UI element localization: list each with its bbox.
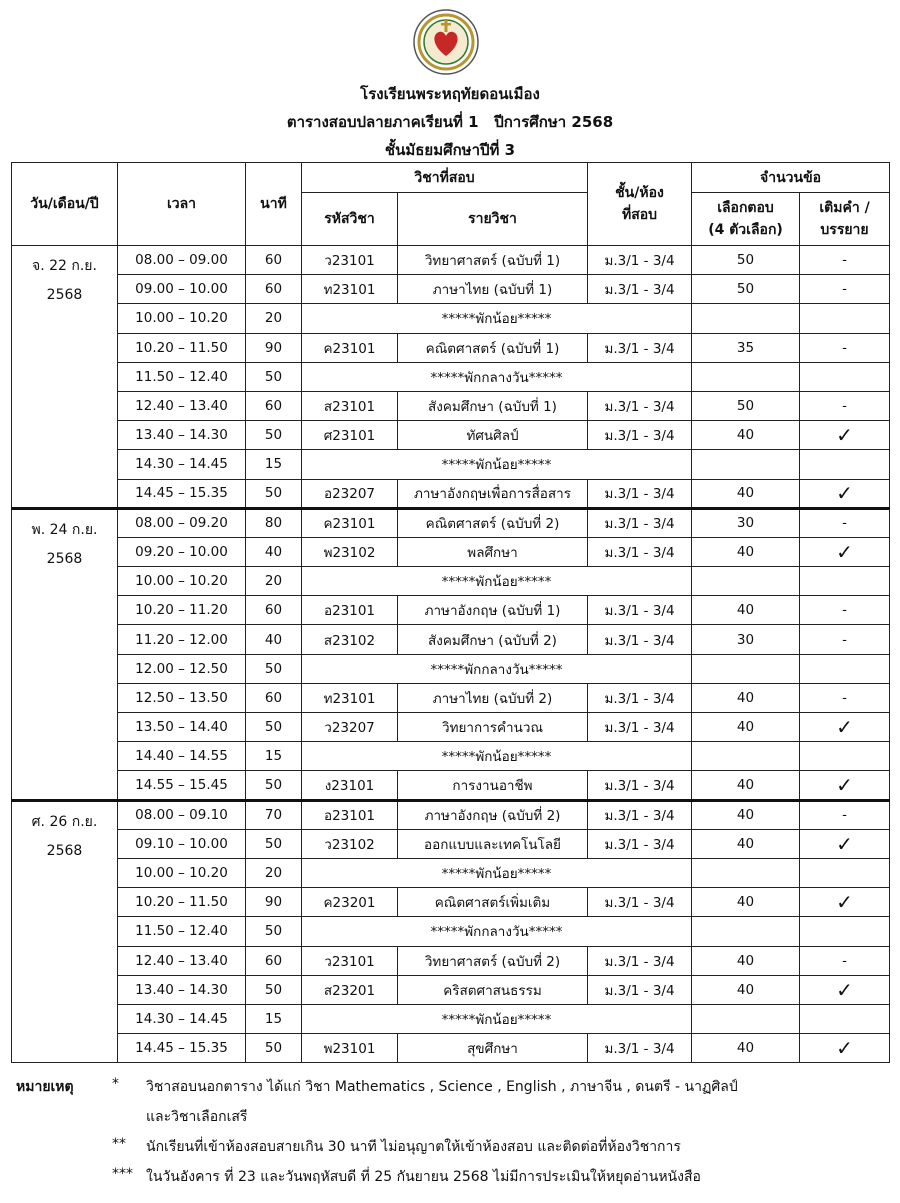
time-cell: 13.40 – 14.30 <box>118 421 246 450</box>
break-cell: *****พักน้อย***** <box>302 742 692 771</box>
room-cell: ม.3/1 - 3/4 <box>588 800 692 829</box>
room-cell: ม.3/1 - 3/4 <box>588 508 692 537</box>
room-cell: ม.3/1 - 3/4 <box>588 683 692 712</box>
subject-name-cell: พลศึกษา <box>398 537 588 566</box>
time-cell: 11.20 – 12.00 <box>118 625 246 654</box>
subject-name-cell: ออกแบบและเทคโนโลยี <box>398 829 588 858</box>
written-cell: ✓ <box>800 537 890 566</box>
exam-row <box>12 771 890 800</box>
subject-name-cell: คณิตศาสตร์ (ฉบับที่ 2) <box>398 508 588 537</box>
room-cell: ม.3/1 - 3/4 <box>588 391 692 420</box>
exam-row <box>12 888 890 917</box>
grade-level: ชั้นมัธยมศึกษาปีที่ 3 <box>384 141 516 159</box>
time-cell: 08.00 – 09.00 <box>118 246 246 275</box>
empty-cell <box>692 654 800 683</box>
time-cell: 08.00 – 09.20 <box>118 508 246 537</box>
room-cell: ม.3/1 - 3/4 <box>588 771 692 800</box>
minutes-cell: 20 <box>246 858 302 887</box>
school-name: โรงเรียนพระหฤทัยดอนเมือง <box>360 85 540 103</box>
time-cell: 09.10 – 10.00 <box>118 829 246 858</box>
minutes-cell: 50 <box>246 713 302 742</box>
time-cell: 10.20 – 11.50 <box>118 888 246 917</box>
subject-name-cell: วิทยาศาสตร์ (ฉบับที่ 1) <box>398 246 588 275</box>
empty-cell <box>692 567 800 596</box>
room-cell: ม.3/1 - 3/4 <box>588 275 692 304</box>
mc-count-cell: 30 <box>692 508 800 537</box>
note-text: นักเรียนที่เข้าห้องสอบสายเกิน 30 นาที ไม่อนุญาตให้เข้าห้องสอบ และติดต่อที่ห้องวิชาการ <box>146 1139 681 1155</box>
empty-cell <box>692 742 800 771</box>
subject-name-cell: คริสตศาสนธรรม <box>398 975 588 1004</box>
day-cell: จ. 22 ก.ย. 2568 <box>12 246 118 509</box>
subject-name-cell: สุขศึกษา <box>398 1034 588 1063</box>
written-cell: ✓ <box>800 479 890 508</box>
break-row <box>12 917 890 946</box>
time-cell: 09.00 – 10.00 <box>118 275 246 304</box>
written-cell: - <box>800 800 890 829</box>
minutes-cell: 50 <box>246 1034 302 1063</box>
subject-code-cell: ว23207 <box>302 713 398 742</box>
subject-name-cell: วิทยาศาสตร์ (ฉบับที่ 2) <box>398 946 588 975</box>
minutes-cell: 60 <box>246 391 302 420</box>
notes-section <box>16 1076 896 1196</box>
note-text: และวิชาเลือกเสรี <box>146 1109 248 1125</box>
minutes-cell: 50 <box>246 771 302 800</box>
header-subject-group: วิชาที่สอบ <box>302 163 588 193</box>
break-cell: *****พักน้อย***** <box>302 450 692 479</box>
minutes-cell: 80 <box>246 508 302 537</box>
time-cell: 11.50 – 12.40 <box>118 362 246 391</box>
subject-code-cell: พ23101 <box>302 1034 398 1063</box>
notes-label: หมายเหตุ <box>16 1079 74 1095</box>
empty-cell <box>800 362 890 391</box>
mc-count-cell: 40 <box>692 713 800 742</box>
written-cell: - <box>800 946 890 975</box>
time-cell: 10.00 – 10.20 <box>118 567 246 596</box>
time-cell: 10.20 – 11.50 <box>118 333 246 362</box>
break-row <box>12 362 890 391</box>
break-row <box>12 654 890 683</box>
subject-code-cell: ว23101 <box>302 246 398 275</box>
header-mc: เลือกตอบ (4 ตัวเลือก) <box>692 193 800 246</box>
break-row <box>12 742 890 771</box>
time-cell: 12.40 – 13.40 <box>118 946 246 975</box>
subject-name-cell: คณิตศาสตร์เพิ่มเติม <box>398 888 588 917</box>
room-cell: ม.3/1 - 3/4 <box>588 946 692 975</box>
written-cell: - <box>800 683 890 712</box>
minutes-cell: 15 <box>246 450 302 479</box>
exam-row <box>12 537 890 566</box>
empty-cell <box>692 858 800 887</box>
exam-schedule-table <box>11 162 890 1063</box>
time-cell: 13.40 – 14.30 <box>118 975 246 1004</box>
time-cell: 13.50 – 14.40 <box>118 713 246 742</box>
minutes-cell: 50 <box>246 421 302 450</box>
header-minutes: นาที <box>246 163 302 246</box>
exam-row <box>12 391 890 420</box>
room-cell: ม.3/1 - 3/4 <box>588 1034 692 1063</box>
mc-count-cell: 40 <box>692 946 800 975</box>
written-cell: - <box>800 391 890 420</box>
subject-code-cell: ค23201 <box>302 888 398 917</box>
mc-count-cell: 40 <box>692 771 800 800</box>
subject-name-cell: คณิตศาสตร์ (ฉบับที่ 1) <box>398 333 588 362</box>
written-cell: - <box>800 333 890 362</box>
note-text: ในวันอังคาร ที่ 23 และวันพฤหัสบดี ที่ 25 กันยายน 2568 ไม่มีการประเมินให้หยุดอ่านหนังสือ <box>146 1169 701 1185</box>
mc-count-cell: 40 <box>692 421 800 450</box>
mc-count-cell: 40 <box>692 829 800 858</box>
room-cell: ม.3/1 - 3/4 <box>588 333 692 362</box>
empty-cell <box>692 450 800 479</box>
minutes-cell: 40 <box>246 625 302 654</box>
minutes-cell: 60 <box>246 275 302 304</box>
room-cell: ม.3/1 - 3/4 <box>588 421 692 450</box>
exam-row <box>12 625 890 654</box>
time-cell: 12.50 – 13.50 <box>118 683 246 712</box>
time-cell: 14.45 – 15.35 <box>118 1034 246 1063</box>
minutes-cell: 90 <box>246 888 302 917</box>
empty-cell <box>692 362 800 391</box>
subject-name-cell: การงานอาชีพ <box>398 771 588 800</box>
school-logo <box>412 8 480 76</box>
time-cell: 14.40 – 14.55 <box>118 742 246 771</box>
written-cell: - <box>800 508 890 537</box>
time-cell: 14.30 – 14.45 <box>118 1004 246 1033</box>
mc-count-cell: 40 <box>692 596 800 625</box>
empty-cell <box>800 858 890 887</box>
mc-count-cell: 40 <box>692 683 800 712</box>
exam-row <box>12 421 890 450</box>
header-room: ชั้น/ห้อง ที่สอบ <box>588 163 692 246</box>
room-cell: ม.3/1 - 3/4 <box>588 888 692 917</box>
break-cell: *****พักกลางวัน***** <box>302 654 692 683</box>
mc-count-cell: 40 <box>692 479 800 508</box>
mc-count-cell: 50 <box>692 246 800 275</box>
subject-code-cell: อ23207 <box>302 479 398 508</box>
empty-cell <box>692 1004 800 1033</box>
written-cell: ✓ <box>800 771 890 800</box>
room-cell: ม.3/1 - 3/4 <box>588 537 692 566</box>
break-cell: *****พักน้อย***** <box>302 567 692 596</box>
empty-cell <box>692 304 800 333</box>
header-time: เวลา <box>118 163 246 246</box>
subject-code-cell: ค23101 <box>302 333 398 362</box>
exam-row <box>12 275 890 304</box>
minutes-cell: 50 <box>246 975 302 1004</box>
break-row <box>12 304 890 333</box>
page-title: ตารางสอบปลายภาคเรียนที่ 1 ปีการศึกษา 2568 <box>286 113 614 131</box>
mc-count-cell: 50 <box>692 391 800 420</box>
room-cell: ม.3/1 - 3/4 <box>588 596 692 625</box>
mc-count-cell: 40 <box>692 1034 800 1063</box>
note-text: วิชาสอบนอกตาราง ได้แก่ วิชา Mathematics , Science , English , ภาษาจีน , ดนตรี - นาฏศิลป์ <box>146 1079 738 1095</box>
break-row <box>12 450 890 479</box>
exam-row <box>12 333 890 362</box>
subject-code-cell: ส23102 <box>302 625 398 654</box>
written-cell: ✓ <box>800 421 890 450</box>
minutes-cell: 20 <box>246 567 302 596</box>
room-cell: ม.3/1 - 3/4 <box>588 829 692 858</box>
break-row <box>12 1004 890 1033</box>
time-cell: 14.45 – 15.35 <box>118 479 246 508</box>
subject-code-cell: ท23101 <box>302 683 398 712</box>
empty-cell <box>800 654 890 683</box>
header-count-group: จำนวนข้อ <box>692 163 890 193</box>
mc-count-cell: 40 <box>692 975 800 1004</box>
minutes-cell: 50 <box>246 917 302 946</box>
empty-cell <box>692 917 800 946</box>
break-cell: *****พักกลางวัน***** <box>302 362 692 391</box>
minutes-cell: 20 <box>246 304 302 333</box>
time-cell: 12.40 – 13.40 <box>118 391 246 420</box>
break-cell: *****พักกลางวัน***** <box>302 917 692 946</box>
break-cell: *****พักน้อย***** <box>302 858 692 887</box>
subject-code-cell: ง23101 <box>302 771 398 800</box>
note-mark: *** <box>112 1166 133 1182</box>
written-cell: ✓ <box>800 713 890 742</box>
header-code: รหัสวิชา <box>302 193 398 246</box>
written-cell: - <box>800 275 890 304</box>
minutes-cell: 60 <box>246 596 302 625</box>
subject-code-cell: อ23101 <box>302 800 398 829</box>
room-cell: ม.3/1 - 3/4 <box>588 625 692 654</box>
minutes-cell: 15 <box>246 742 302 771</box>
time-cell: 08.00 – 09.10 <box>118 800 246 829</box>
minutes-cell: 60 <box>246 246 302 275</box>
subject-code-cell: พ23102 <box>302 537 398 566</box>
room-cell: ม.3/1 - 3/4 <box>588 713 692 742</box>
mc-count-cell: 40 <box>692 800 800 829</box>
subject-name-cell: ภาษาไทย (ฉบับที่ 1) <box>398 275 588 304</box>
exam-row <box>12 683 890 712</box>
minutes-cell: 70 <box>246 800 302 829</box>
room-cell: ม.3/1 - 3/4 <box>588 246 692 275</box>
minutes-cell: 50 <box>246 654 302 683</box>
subject-name-cell: ภาษาอังกฤษเพื่อการสื่อสาร <box>398 479 588 508</box>
exam-row <box>12 479 890 508</box>
written-cell: ✓ <box>800 1034 890 1063</box>
empty-cell <box>800 1004 890 1033</box>
exam-row <box>12 829 890 858</box>
day-cell: ศ. 26 ก.ย. 2568 <box>12 800 118 1063</box>
subject-code-cell: ท23101 <box>302 275 398 304</box>
time-cell: 09.20 – 10.00 <box>118 537 246 566</box>
exam-row <box>12 246 890 275</box>
minutes-cell: 60 <box>246 946 302 975</box>
exam-row <box>12 508 890 537</box>
subject-name-cell: ภาษาไทย (ฉบับที่ 2) <box>398 683 588 712</box>
exam-row <box>12 596 890 625</box>
break-cell: *****พักน้อย***** <box>302 1004 692 1033</box>
written-cell: - <box>800 625 890 654</box>
exam-row <box>12 713 890 742</box>
header-written: เติมคำ / บรรยาย <box>800 193 890 246</box>
break-row <box>12 858 890 887</box>
exam-row <box>12 975 890 1004</box>
minutes-cell: 50 <box>246 829 302 858</box>
header-day: วัน/เดือน/ปี <box>12 163 118 246</box>
exam-row <box>12 1034 890 1063</box>
subject-code-cell: ว23102 <box>302 829 398 858</box>
minutes-cell: 15 <box>246 1004 302 1033</box>
time-cell: 14.55 – 15.45 <box>118 771 246 800</box>
empty-cell <box>800 567 890 596</box>
minutes-cell: 90 <box>246 333 302 362</box>
subject-code-cell: อ23101 <box>302 596 398 625</box>
mc-count-cell: 50 <box>692 275 800 304</box>
break-row <box>12 567 890 596</box>
header-name: รายวิชา <box>398 193 588 246</box>
exam-row <box>12 800 890 829</box>
subject-code-cell: ศ23101 <box>302 421 398 450</box>
empty-cell <box>800 450 890 479</box>
minutes-cell: 50 <box>246 479 302 508</box>
empty-cell <box>800 304 890 333</box>
subject-name-cell: สังคมศึกษา (ฉบับที่ 1) <box>398 391 588 420</box>
minutes-cell: 40 <box>246 537 302 566</box>
minutes-cell: 60 <box>246 683 302 712</box>
written-cell: - <box>800 246 890 275</box>
room-cell: ม.3/1 - 3/4 <box>588 975 692 1004</box>
mc-count-cell: 35 <box>692 333 800 362</box>
subject-code-cell: ส23201 <box>302 975 398 1004</box>
subject-code-cell: ว23101 <box>302 946 398 975</box>
day-cell: พ. 24 ก.ย. 2568 <box>12 508 118 800</box>
time-cell: 14.30 – 14.45 <box>118 450 246 479</box>
subject-name-cell: ภาษาอังกฤษ (ฉบับที่ 1) <box>398 596 588 625</box>
break-cell: *****พักน้อย***** <box>302 304 692 333</box>
schedule-body <box>12 246 890 1063</box>
empty-cell <box>800 742 890 771</box>
subject-name-cell: ทัศนศิลป์ <box>398 421 588 450</box>
time-cell: 10.20 – 11.20 <box>118 596 246 625</box>
room-cell: ม.3/1 - 3/4 <box>588 479 692 508</box>
subject-name-cell: วิทยาการคำนวณ <box>398 713 588 742</box>
mc-count-cell: 40 <box>692 888 800 917</box>
mc-count-cell: 40 <box>692 537 800 566</box>
time-cell: 12.00 – 12.50 <box>118 654 246 683</box>
minutes-cell: 50 <box>246 362 302 391</box>
time-cell: 10.00 – 10.20 <box>118 858 246 887</box>
written-cell: ✓ <box>800 829 890 858</box>
empty-cell <box>800 917 890 946</box>
subject-name-cell: ภาษาอังกฤษ (ฉบับที่ 2) <box>398 800 588 829</box>
note-mark: * <box>112 1076 119 1092</box>
time-cell: 10.00 – 10.20 <box>118 304 246 333</box>
written-cell: ✓ <box>800 888 890 917</box>
subject-code-cell: ส23101 <box>302 391 398 420</box>
subject-code-cell: ค23101 <box>302 508 398 537</box>
written-cell: - <box>800 596 890 625</box>
exam-row <box>12 946 890 975</box>
written-cell: ✓ <box>800 975 890 1004</box>
note-mark: ** <box>112 1136 126 1152</box>
time-cell: 11.50 – 12.40 <box>118 917 246 946</box>
mc-count-cell: 30 <box>692 625 800 654</box>
subject-name-cell: สังคมศึกษา (ฉบับที่ 2) <box>398 625 588 654</box>
